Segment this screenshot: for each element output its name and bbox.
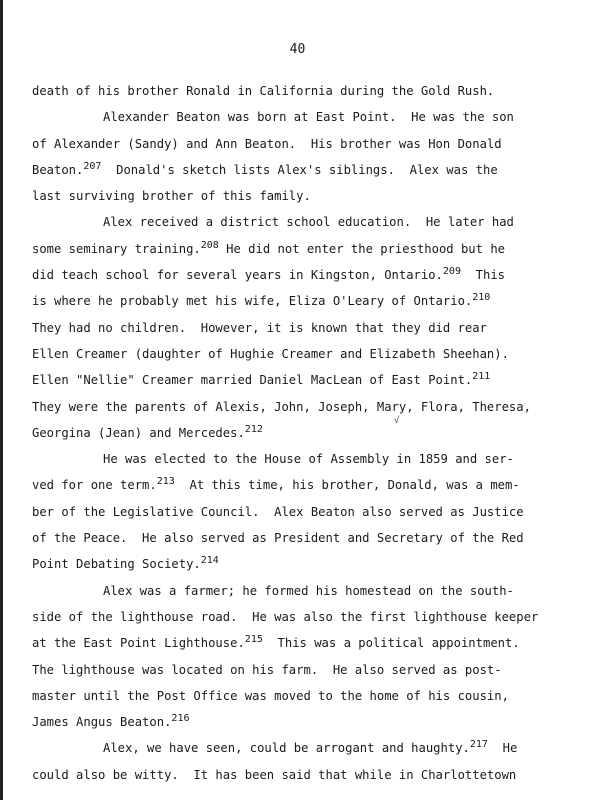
text-line xyxy=(32,683,552,709)
text-line xyxy=(32,131,552,157)
text-line xyxy=(32,446,552,472)
text-line xyxy=(32,499,552,525)
text-line xyxy=(32,551,552,577)
text-line xyxy=(32,262,552,288)
text-segment: Ellen Creamer (daughter of Hughie Creamer and Elizabeth Sheehan). xyxy=(32,346,509,361)
stray-mark: √ xyxy=(394,416,400,426)
text-segment: did teach school for several years in Kingston, Ontario. xyxy=(32,268,443,283)
text-segment: They were the parents of Alexis, John, Joseph, Mary, Flora, Theresa, xyxy=(32,399,531,414)
text-segment: of the Peace. He also served as President and Secretary of the Red xyxy=(32,531,524,546)
text-line xyxy=(32,604,552,630)
text-line xyxy=(32,735,552,761)
text-segment: Point Debating Society. xyxy=(32,557,201,572)
text-segment: Donald's sketch lists Alex's siblings. Alex was the xyxy=(101,162,498,177)
text-segment: James Angus Beaton. xyxy=(32,715,172,730)
text-segment: is where he probably met his wife, Eliza O'Leary of Ontario. xyxy=(32,294,473,309)
footnote-marker: 210 xyxy=(472,292,491,304)
footnote-marker: 213 xyxy=(156,476,175,488)
text-segment: could also be witty. It has been said that while in Charlottetown xyxy=(32,767,517,782)
text-segment: Ellen "Nellie" Creamer married Daniel MacLean of East Point. xyxy=(32,373,473,388)
text-segment: The lighthouse was located on his farm. He also served as post- xyxy=(32,662,502,677)
text-segment: He was elected to the House of Assembly in 1859 and ser- xyxy=(103,452,514,467)
text-line xyxy=(32,78,552,104)
text-line xyxy=(32,525,552,551)
text-line xyxy=(32,209,552,235)
text-line xyxy=(32,341,552,367)
text-segment: at the East Point Lighthouse. xyxy=(32,636,245,651)
text-line xyxy=(32,157,552,183)
footnote-marker: 212 xyxy=(244,423,263,435)
footnote-marker: 217 xyxy=(469,739,488,751)
footnote-marker: 215 xyxy=(244,634,263,646)
text-segment: Alexander Beaton was born at East Point. He was the son xyxy=(103,110,514,125)
text-segment: ved for one term. xyxy=(32,478,157,493)
footnote-marker: 214 xyxy=(200,555,219,567)
text-line xyxy=(32,762,552,788)
text-line xyxy=(32,183,552,209)
text-segment: last surviving brother of this family. xyxy=(32,189,311,204)
text-segment: He xyxy=(487,741,518,756)
body-text xyxy=(32,78,552,788)
text-segment: Alex received a district school education. He later had xyxy=(103,215,514,230)
text-line xyxy=(32,315,552,341)
page-edge-rule xyxy=(0,0,3,800)
text-line xyxy=(32,630,552,656)
text-segment: Georgina (Jean) and Mercedes. xyxy=(32,425,245,440)
text-segment: master until the Post Office was moved to the home of his cousin, xyxy=(32,688,509,703)
text-segment: He did not enter the priesthood but he xyxy=(218,241,505,256)
text-segment: Alex, we have seen, could be arrogant and haughty. xyxy=(103,741,470,756)
text-line xyxy=(32,236,552,262)
footnote-marker: 209 xyxy=(442,266,461,278)
text-line xyxy=(32,104,552,130)
text-segment: Beaton. xyxy=(32,162,84,177)
page-number: 40 xyxy=(289,42,306,57)
text-line xyxy=(32,288,552,314)
text-segment: some seminary training. xyxy=(32,241,201,256)
text-segment: This xyxy=(460,268,505,283)
footnote-marker: 211 xyxy=(472,371,491,383)
footnote-marker: 208 xyxy=(200,239,219,251)
text-segment: ber of the Legislative Council. Alex Beaton also served as Justice xyxy=(32,504,524,519)
text-segment: At this time, his brother, Donald, was a mem- xyxy=(174,478,520,493)
text-segment: This was a political appointment. xyxy=(262,636,520,651)
text-line xyxy=(32,709,552,735)
footnote-marker: 207 xyxy=(83,160,102,172)
text-line xyxy=(32,420,552,446)
text-line xyxy=(32,367,552,393)
text-segment: side of the lighthouse road. He was also the first lighthouse keeper xyxy=(32,609,539,624)
text-line xyxy=(32,394,552,420)
text-segment: Alex was a farmer; he formed his homestead on the south- xyxy=(103,583,514,598)
text-line xyxy=(32,472,552,498)
footnote-marker: 216 xyxy=(171,713,190,725)
text-line xyxy=(32,578,552,604)
text-segment: of Alexander (Sandy) and Ann Beaton. His brother was Hon Donald xyxy=(32,136,502,151)
text-line xyxy=(32,657,552,683)
text-segment: They had no children. However, it is known that they did rear xyxy=(32,320,487,335)
text-segment: death of his brother Ronald in California during the Gold Rush. xyxy=(32,84,495,98)
